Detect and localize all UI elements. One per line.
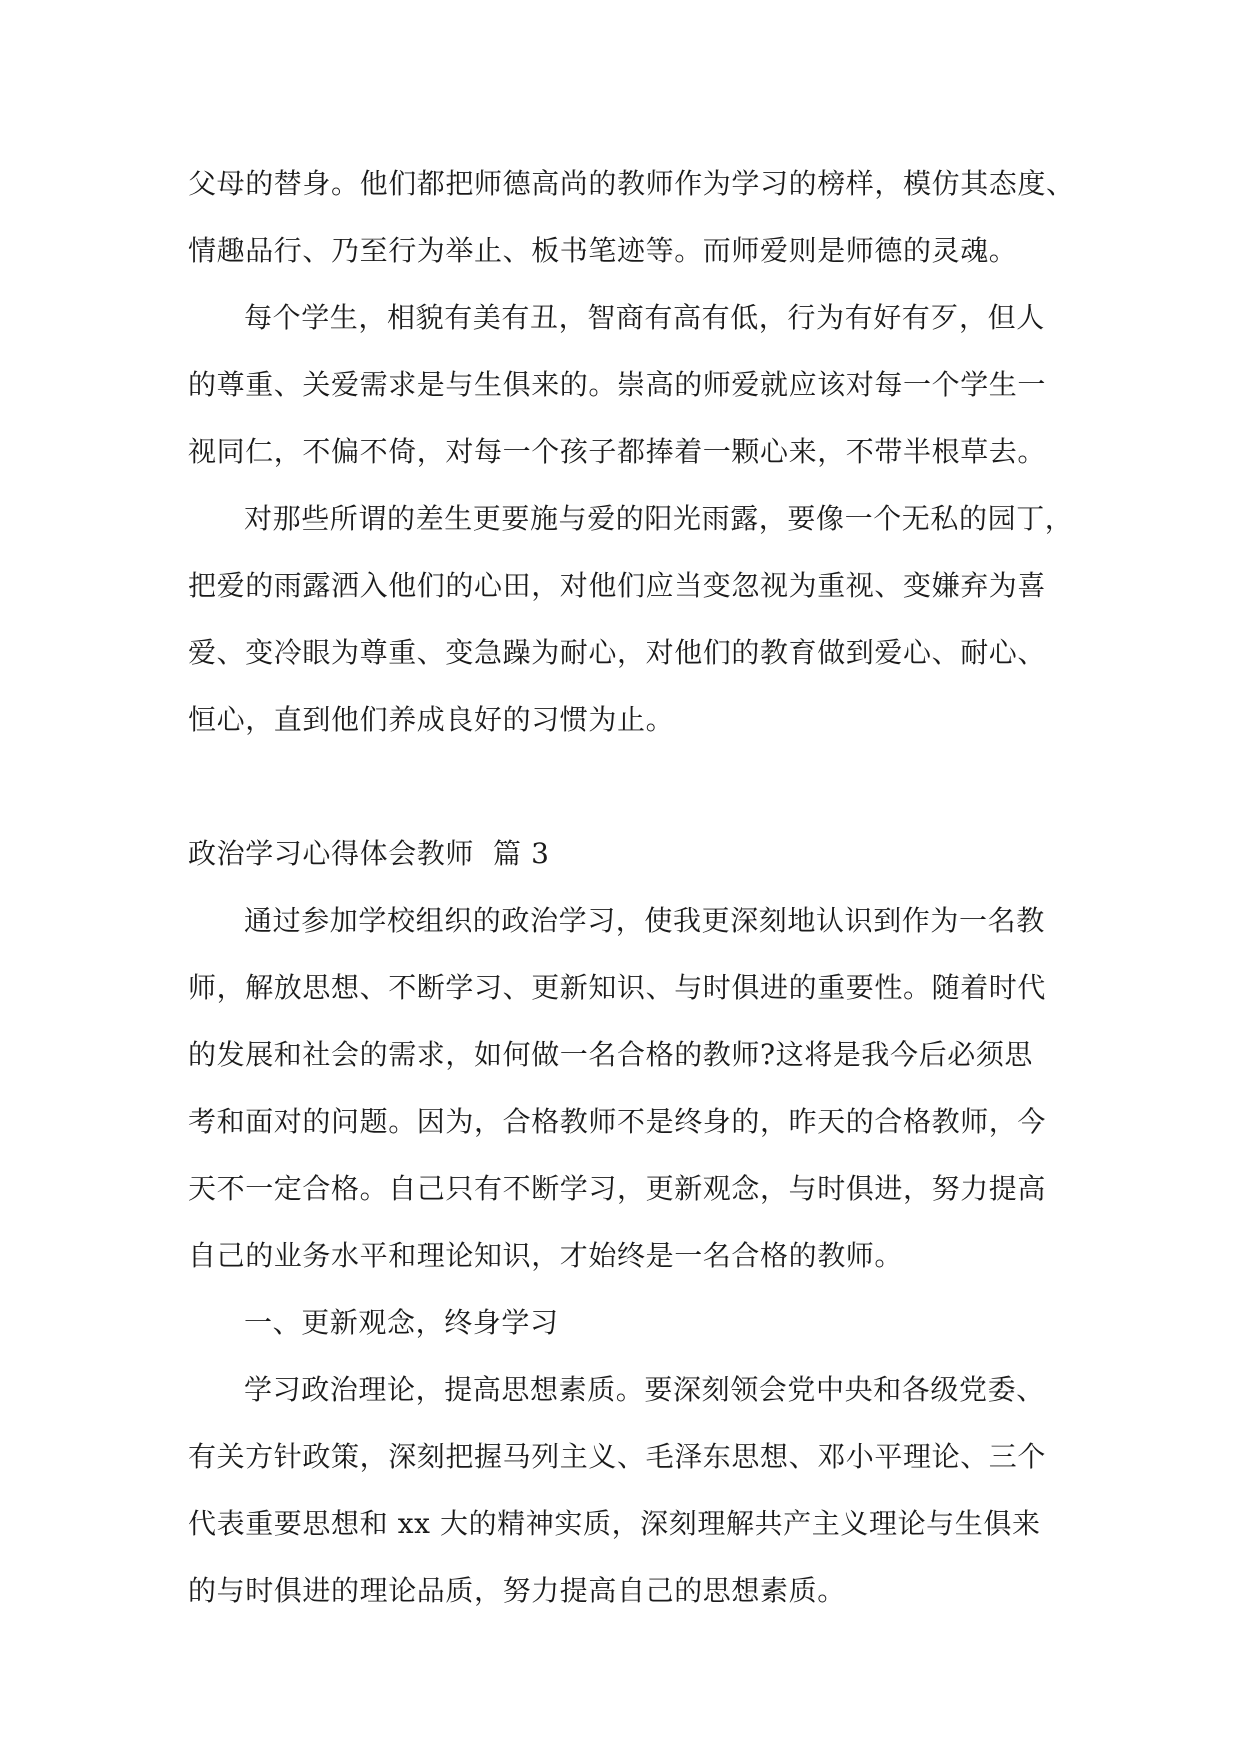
text-line: 有关方针政策，深刻把握马列主义、毛泽东思想、邓小平理论、三个 xyxy=(188,1440,1047,1473)
text-line: 师，解放思想、不断学习、更新知识、与时俱进的重要性。随着时代 xyxy=(188,971,1047,1004)
section-heading xyxy=(188,820,1058,887)
text-line: 学习政治理论，提高思想素质。要深刻领会党中央和各级党委、 xyxy=(244,1373,1045,1406)
text-line: 天不一定合格。自己只有不断学习，更新观念，与时俱进，努力提高 xyxy=(188,1172,1047,1205)
text-line: 的发展和社会的需求，如何做一名合格的教师?这将是我今后必须思 xyxy=(188,1038,1034,1071)
paragraph xyxy=(188,1356,1058,1624)
paragraph xyxy=(188,887,1058,1289)
text-line: 的尊重、关爱需求是与生俱来的。崇高的师爱就应该对每一个学生一 xyxy=(188,368,1047,401)
text-line: 代表重要思想和 xx 大的精神实质，深刻理解共产主义理论与生俱来 xyxy=(188,1507,1041,1540)
subheading-text: 一、更新观念，终身学习 xyxy=(244,1306,559,1339)
text-line: 考和面对的问题。因为，合格教师不是终身的，昨天的合格教师，今 xyxy=(188,1105,1047,1138)
text-line: 情趣品行、乃至行为举止、板书笔迹等。而师爱则是师德的灵魂。 xyxy=(188,234,1018,267)
text-line: 恒心，直到他们养成良好的习惯为止。 xyxy=(188,703,675,736)
paragraph xyxy=(188,485,1074,753)
text-line: 通过参加学校组织的政治学习，使我更深刻地认识到作为一名教 xyxy=(244,904,1045,937)
text-line: 把爱的雨露洒入他们的心田，对他们应当变忽视为重视、变嫌弃为喜 xyxy=(188,569,1047,602)
text-line: 视同仁，不偏不倚，对每一个孩子都捧着一颗心来，不带半根草去。 xyxy=(188,435,1047,468)
paragraph xyxy=(188,150,1075,284)
document-body xyxy=(188,150,1075,1624)
subheading-paragraph xyxy=(188,1289,1058,1356)
paragraph xyxy=(188,284,1058,485)
text-line: 父母的替身。他们都把师德高尚的教师作为学习的榜样，模仿其态度、 xyxy=(188,167,1075,200)
text-line: 自己的业务水平和理论知识，才始终是一名合格的教师。 xyxy=(188,1239,904,1272)
heading-text: 政治学习心得体会教师 篇 3 xyxy=(188,837,550,870)
text-line: 每个学生，相貌有美有丑，智商有高有低，行为有好有歹，但人 xyxy=(244,301,1045,334)
text-line: 爱、变冷眼为尊重、变急躁为耐心，对他们的教育做到爱心、耐心、 xyxy=(188,636,1047,669)
text-line: 对那些所谓的差生更要施与爱的阳光雨露，要像一个无私的园丁， xyxy=(244,502,1074,535)
text-line: 的与时俱进的理论品质，努力提高自己的思想素质。 xyxy=(188,1574,846,1607)
